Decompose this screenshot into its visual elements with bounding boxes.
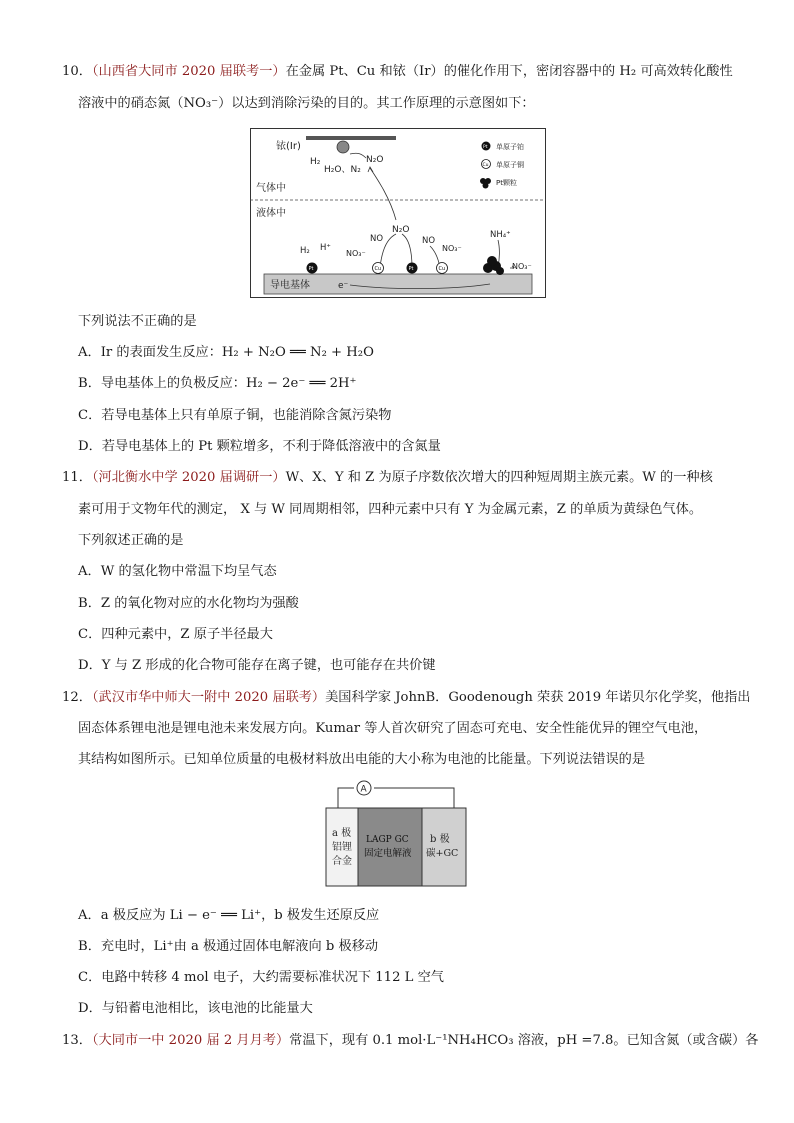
- q10-option-d: D．若导电基体上的 Pt 颗粒增多，不利于降低溶液中的含氮量: [78, 439, 441, 454]
- q10-stem-1: 在金属 Pt、Cu 和铱（Ir）的催化作用下，密闭容器中的 H₂ 可高效转化酸性: [285, 64, 733, 79]
- q10-source: （山西省大同市 2020 届联考一）: [91, 64, 286, 79]
- n2o-top: N₂O: [366, 155, 384, 165]
- ir-h2: H₂: [310, 157, 321, 167]
- pt-atom-2-label: Pt: [408, 266, 414, 272]
- q10-option-a: A．Ir 的表面发生反应：H₂ + N₂O ══ N₂ + H₂O: [78, 345, 374, 360]
- q10-mechanism-diagram: [250, 128, 546, 298]
- electrolyte-line-2: 固定电解液: [364, 848, 412, 859]
- cu-atom-1-label: Cu: [374, 266, 382, 272]
- electrode-a-line-3: 合金: [332, 856, 352, 867]
- q11-stem-1: W、X、Y 和 Z 为原子序数依次增大的四种短周期主族元素。W 的一种核: [285, 470, 713, 485]
- no3-2: NO₃⁻: [442, 244, 462, 253]
- q11-option-c: C．四种元素中，Z 原子半径最大: [78, 627, 273, 642]
- q10-number: 10．: [62, 64, 92, 79]
- q10-prompt: 下列说法不正确的是: [78, 314, 197, 329]
- q10-option-b: B．导电基体上的负极反应：H₂ − 2e⁻ ══ 2H⁺: [78, 376, 357, 391]
- q12-source: （武汉市华中师大一附中 2020 届联考）: [91, 690, 326, 705]
- q12-stem-2: 固态体系锂电池是锂电池未来发展方向。Kumar 等人首次研究了固态可充电、安全性能优异的锂空气电池，: [78, 721, 708, 736]
- q12-stem-3: 其结构如图所示。已知单位质量的电极材料放出电能的大小称为电池的比能量。下列说法错误的是: [78, 752, 646, 767]
- q11-number: 11．: [62, 470, 92, 485]
- q12-stem-line-1: [62, 688, 750, 708]
- solid-electrolyte: [358, 808, 422, 886]
- legend-pt-particle: Pt颗粒: [496, 179, 517, 187]
- electrode-a-line-1: a 极: [332, 828, 352, 839]
- no3-3: NO₃⁻: [512, 262, 532, 271]
- q12-number: 12．: [62, 690, 92, 705]
- substrate-label: 导电基体: [270, 280, 310, 291]
- ir-label: 铱(Ir): [276, 141, 301, 152]
- n2o-mid: N₂O: [392, 225, 410, 235]
- no3-1: NO₃⁻: [346, 249, 366, 258]
- electrolyte-line-1: LAGP GC: [366, 835, 409, 845]
- no-1: NO: [370, 234, 384, 244]
- legend-pt: 单原子铂: [496, 143, 524, 151]
- q12-option-c: C．电路中转移 4 mol 电子，大约需要标准状况下 112 L 空气: [78, 970, 444, 985]
- q11-stem-2: 素可用于文物年代的测定， X 与 W 同周期相邻，四种元素中只有 Y 为金属元素，Z 的单质为黄绿色气体。: [78, 502, 703, 517]
- q11-source: （河北衡水中学 2020 届调研一）: [91, 470, 286, 485]
- q11-option-b: B．Z 的氧化物对应的水化物均为强酸: [78, 596, 299, 611]
- q12-option-b: B．充电时，Li⁺由 a 极通过固体电解液向 b 极移动: [78, 939, 379, 954]
- legend-cu: 单原子铜: [496, 161, 524, 169]
- ir-plate: [306, 136, 396, 140]
- electrode-a-line-2: 铝锂: [332, 842, 352, 853]
- cu-atom-2-label: Cu: [438, 266, 446, 272]
- hplus-label: H⁺: [320, 243, 331, 253]
- electron-label: e⁻: [338, 281, 349, 291]
- q10-option-c: C．若导电基体上只有单原子铜，也能消除含氮污染物: [78, 408, 392, 423]
- q12-stem-1: 美国科学家 JohnB．Goodenough 荣获 2019 年诺贝尔化学奖，他指出: [325, 690, 751, 705]
- legend-pt-mark: Pt: [483, 145, 488, 150]
- q12-option-a: A．a 极反应为 Li − e⁻ ══ Li⁺，b 极发生还原反应: [78, 908, 380, 923]
- q12-option-d: D．与铅蓄电池相比，该电池的比能量大: [78, 1001, 313, 1016]
- h2-label: H₂: [300, 246, 310, 256]
- q13-stem-line-1: [62, 1031, 758, 1051]
- legend-cu-mark: Cu: [482, 163, 489, 168]
- electrode-b-line-1: b 极: [430, 834, 450, 845]
- electrode-b-line-2: 碳+GC: [426, 848, 459, 859]
- ir-atom-icon: [337, 141, 349, 153]
- gas-label: 气体中: [256, 183, 286, 194]
- nh4-label: NH₄⁺: [490, 230, 511, 240]
- q11-option-a: A．W 的氢化物中常温下均呈气态: [78, 564, 277, 579]
- liquid-label: 液体中: [256, 208, 286, 219]
- electrode-b: [422, 808, 466, 886]
- ammeter-label: A: [360, 784, 367, 795]
- no-2: NO: [422, 236, 436, 246]
- ir-products: H₂O、N₂: [324, 165, 361, 175]
- pt-atom-1-label: Pt: [308, 266, 314, 272]
- q11-prompt: 下列叙述正确的是: [78, 533, 184, 548]
- q13-number: 13．: [62, 1033, 92, 1048]
- external-circuit-wire: [338, 788, 454, 808]
- q13-source: （大同市一中 2020 届 2 月月考）: [91, 1033, 290, 1048]
- q11-stem-line-1: [62, 468, 713, 488]
- q12-battery-diagram: [320, 780, 476, 890]
- q13-stem-1: 常温下，现有 0.1 mol·L⁻¹NH₄HCO₃ 溶液，pH =7.8。已知含氮（或含碳）各: [289, 1033, 759, 1048]
- q11-option-d: D．Y 与 Z 形成的化合物可能存在离子键，也可能存在共价键: [78, 658, 436, 673]
- q10-stem-2: 溶液中的硝态氮（NO₃⁻）以达到消除污染的目的。其工作原理的示意图如下：: [78, 96, 535, 111]
- q10-stem-line-1: [62, 62, 733, 82]
